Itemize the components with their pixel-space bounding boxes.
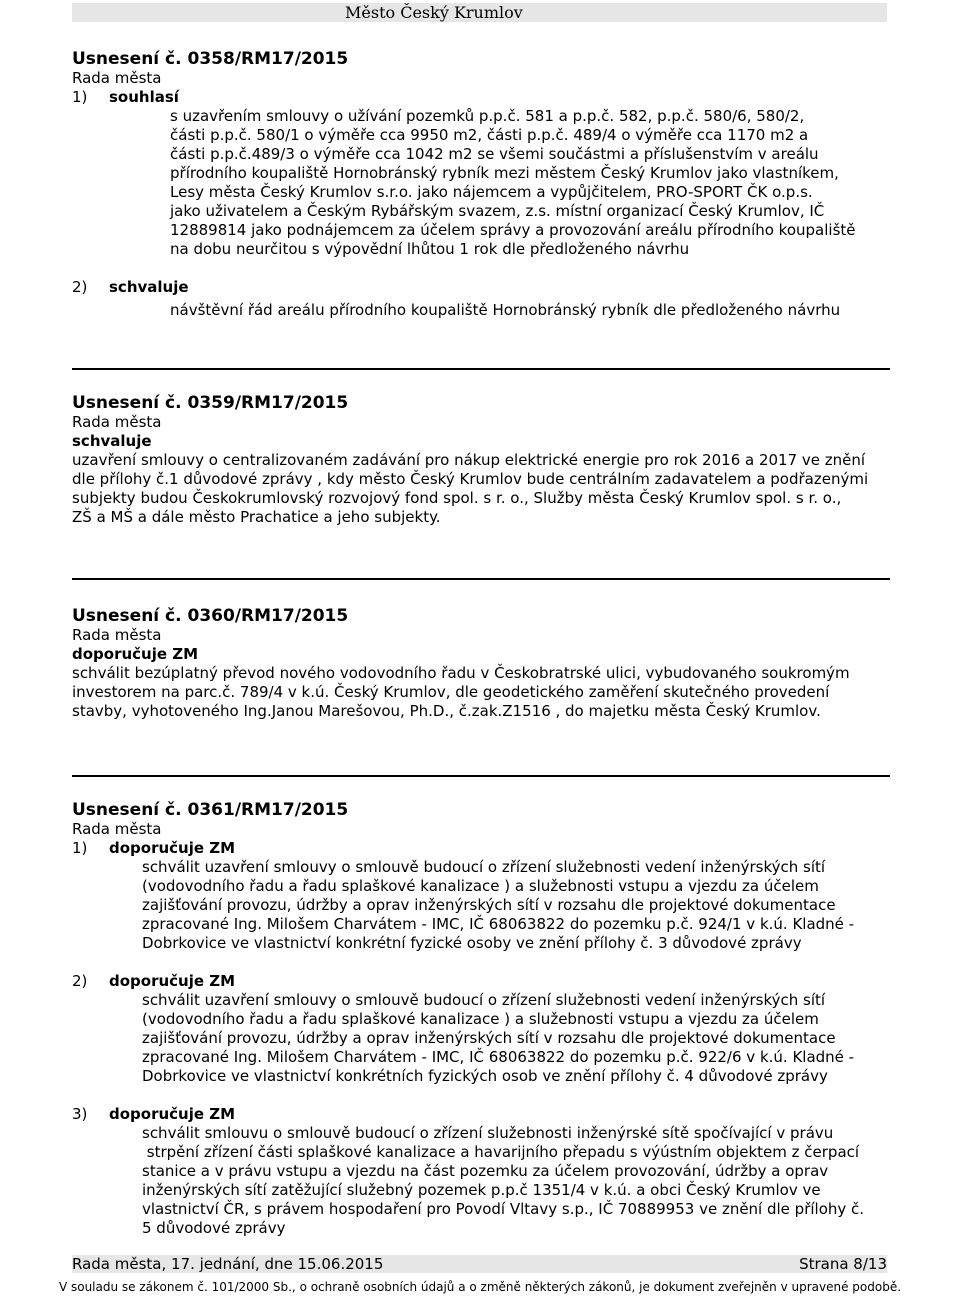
text-line: vlastnictví ČR, s právem hospodaření pro Povodí Vltavy s.p., IČ 70889953 ve znění dle přílohy č. [142, 1200, 865, 1218]
text-line: schválit bezúplatný převod nového vodovodního řadu v Českobratrské ulici, vybudovaného soukromým [72, 664, 850, 682]
text-line: schválit uzavření smlouvy o smlouvě budoucí o zřízení služebnosti vedení inženýrských sítí [142, 858, 826, 876]
text-line: Dobrkovice ve vlastnictví konkrétních fyzických osob ve znění přílohy č. 4 důvodové zprávy [142, 1067, 828, 1085]
text-line: investorem na parc.č. 789/4 v k.ú. Český Krumlov, dle geodetického zaměření skutečného provedení [72, 683, 830, 701]
text-line: stanice a v právu vstupu a vjezdu na část pozemku za účelem provozování, údržby a oprav [142, 1162, 829, 1180]
resolution-item [72, 88, 892, 107]
resolution-body: Rada města [72, 626, 162, 644]
text-line: subjekty budou Českokrumlovský rozvojový fond spol. s r. o., Služby města Český Krumlov spol. s r. o., [72, 489, 842, 507]
resolution-0359 [72, 394, 892, 527]
item-text: návštěvní řád areálu přírodního koupaliště Hornobránský rybník dle předloženého návrhu [170, 301, 841, 319]
resolution-title: Usnesení č. 0360/RM17/2015 [72, 606, 349, 626]
item-number: 1) [72, 839, 88, 857]
text-line: (vodovodního řadu a řadu splaškové kanalizace ) a služebnosti vstupu a vjezdu za účelem [142, 1010, 819, 1028]
section-divider [72, 368, 890, 370]
text-line: části p.p.č. 580/1 o výměře cca 9950 m2, části p.p.č. 489/4 o výměře cca 1170 m2 a [170, 126, 809, 144]
item-text [72, 107, 892, 259]
text-line: Lesy města Český Krumlov s.r.o. jako nájemcem a vypůjčitelem, PRO-SPORT ČK o.p.s. [170, 183, 813, 201]
resolution-verb: doporučuje ZM [72, 645, 199, 663]
item-verb: souhlasí [109, 88, 179, 106]
text-line: jako uživatelem a Českým Rybářským svazem, z.s. místní organizací Český Krumlov, IČ [170, 202, 825, 220]
item-verb: doporučuje ZM [109, 839, 236, 857]
item-number: 1) [72, 88, 88, 106]
item-text [72, 858, 892, 953]
resolution-0360 [72, 607, 892, 721]
resolution-item [72, 839, 892, 858]
item-verb: doporučuje ZM [109, 1105, 236, 1123]
resolution-title: Usnesení č. 0359/RM17/2015 [72, 393, 349, 413]
page-footer [72, 1255, 887, 1273]
header-city: Město Český Krumlov [345, 3, 523, 22]
resolution-0361 [72, 801, 892, 1238]
page-header [72, 3, 887, 22]
section-divider [72, 578, 890, 580]
text-line: 5 důvodové zprávy [142, 1219, 286, 1237]
resolution-title: Usnesení č. 0361/RM17/2015 [72, 800, 349, 820]
item-verb: doporučuje ZM [109, 972, 236, 990]
resolution-verb: schvaluje [72, 432, 152, 450]
resolution-item [72, 1105, 892, 1124]
resolution-0358 [72, 50, 892, 320]
text-line: stavby, vyhotoveného Ing.Janou Marešovou, Ph.D., č.zak.Z1516 , do majetku města Český Krumlov. [72, 702, 821, 720]
text-line: zajišťování provozu, údržby a oprav inženýrských sítí v rozsahu dle projektové dokumentace [142, 896, 836, 914]
resolution-item [72, 278, 892, 297]
text-line: dle přílohy č.1 důvodové zprávy , kdy město Český Krumlov bude centrálním zadavatelem a podřazenými [72, 470, 869, 488]
text-line: schválit uzavření smlouvy o smlouvě budoucí o zřízení služebnosti vedení inženýrských sítí [142, 991, 826, 1009]
text-line: schválit smlouvu o smlouvě budoucí o zřízení služebnosti inženýrské sítě spočívající v právu [142, 1124, 834, 1142]
item-text [72, 1124, 892, 1238]
item-number: 3) [72, 1105, 88, 1123]
text-line: ZŠ a MŠ a dále město Prachatice a jeho subjekty. [72, 508, 441, 526]
text-line: uzavření smlouvy o centralizovaném zadávání pro nákup elektrické energie pro rok 2016 a 2017 ve znění [72, 451, 866, 469]
text-line: na dobu neurčitou s výpovědní lhůtou 1 rok dle předloženého návrhu [170, 240, 690, 258]
item-number: 2) [72, 278, 88, 296]
resolution-title: Usnesení č. 0358/RM17/2015 [72, 49, 349, 69]
item-text [72, 991, 892, 1086]
resolution-item [72, 972, 892, 991]
item-number: 2) [72, 972, 88, 990]
resolution-body: Rada města [72, 820, 162, 838]
text-line: inženýrských sítí zatěžující služebný pozemek p.p.č 1351/4 v k.ú. a obci Český Krumlov ve [142, 1181, 821, 1199]
text-line: 12889814 jako podnájemcem za účelem správy a provozování areálu přírodního koupaliště [170, 221, 856, 239]
text-line: zpracované Ing. Milošem Charvátem - IMC, IČ 68063822 do pozemku p.č. 922/6 v k.ú. Kladné - [142, 1048, 855, 1066]
footer-meeting: Rada města, 17. jednání, dne 15.06.2015 [72, 1255, 384, 1273]
text-line: Dobrkovice ve vlastnictví konkrétní fyzické osoby ve znění přílohy č. 3 důvodové zprávy [142, 934, 802, 952]
text-line: části p.p.č.489/3 o výměře cca 1042 m2 se všemi součástmi a příslušenstvím v areálu [170, 145, 819, 163]
section-divider [72, 775, 890, 777]
text-line: zajišťování provozu, údržby a oprav inženýrských sítí v rozsahu dle projektové dokumentace [142, 1029, 836, 1047]
item-verb: schvaluje [109, 278, 189, 296]
text-line: přírodního koupaliště Hornobránský rybník mezi městem Český Krumlov jako vlastníkem, [170, 164, 839, 182]
text-line: strpění zřízení části splaškové kanalizace a havarijního přepadu s výústním objektem z čerpací [142, 1143, 860, 1161]
resolution-body: Rada města [72, 69, 162, 87]
legal-notice: V souladu se zákonem č. 101/2000 Sb., o ochraně osobních údajů a o změně některých zákonů, je dokument zveřejněn v upravené podobě. [58, 1280, 902, 1294]
footer-page-number: Strana 8/13 [799, 1255, 887, 1273]
text-line: zpracované Ing. Milošem Charvátem - IMC, IČ 68063822 do pozemku p.č. 924/1 v k.ú. Kladné - [142, 915, 855, 933]
resolution-body: Rada města [72, 413, 162, 431]
text-line: s uzavřením smlouvy o užívání pozemků p.p.č. 581 a p.p.č. 582, p.p.č. 580/6, 580/2, [170, 107, 805, 125]
text-line: (vodovodního řadu a řadu splaškové kanalizace ) a služebnosti vstupu a vjezdu za účelem [142, 877, 819, 895]
